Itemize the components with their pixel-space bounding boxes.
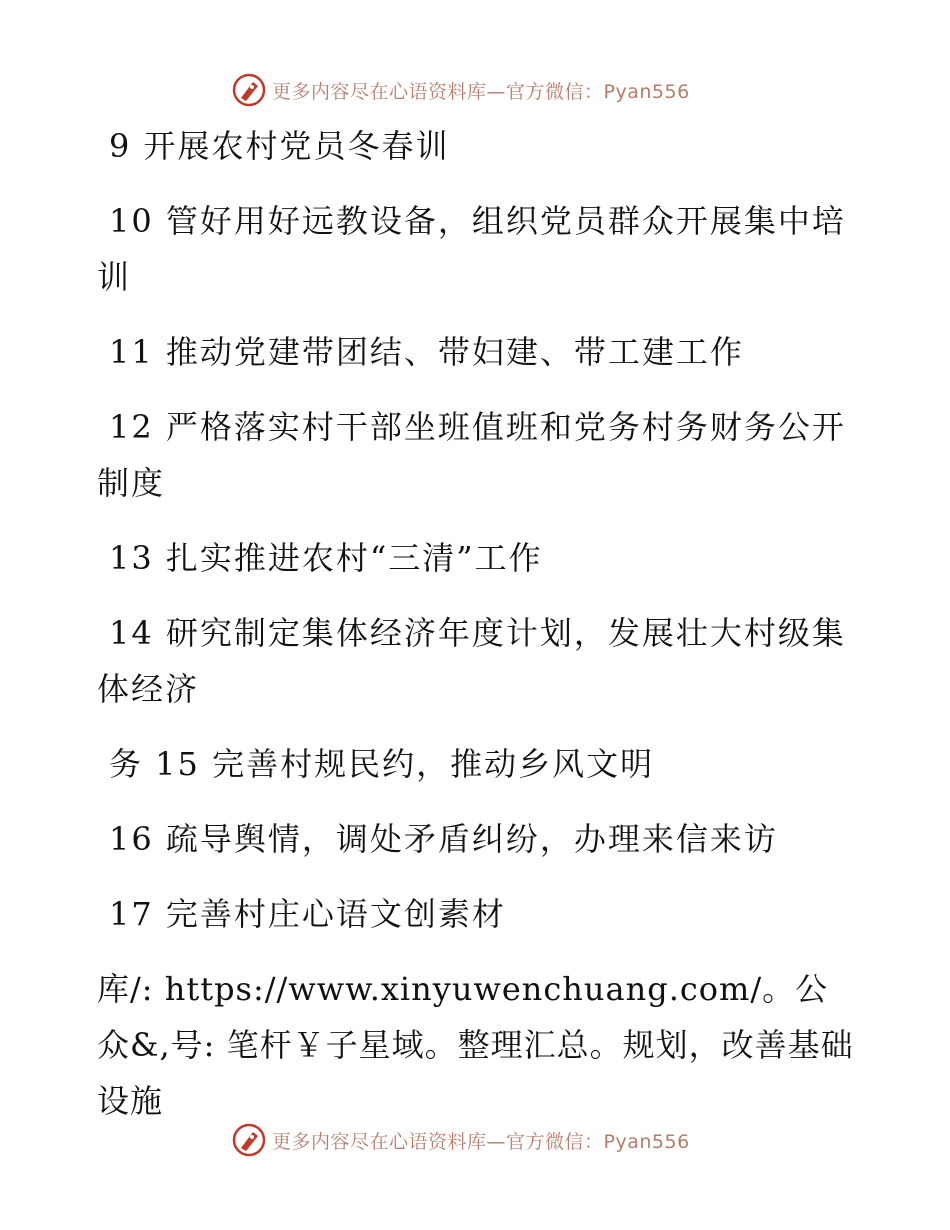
watermark-footer	[232, 1122, 690, 1158]
list-item: 10 管好用好远教设备，组织党员群众开展集中培训	[97, 202, 846, 296]
list-item: 16 疏导舆情，调处矛盾纠纷，办理来信来访	[109, 820, 778, 858]
list-item: 9 开展农村党员冬春训	[109, 127, 450, 165]
list-item: 12 严格落实村干部坐班值班和党务村务财务公开制度	[97, 408, 846, 502]
document-body	[97, 118, 857, 1129]
watermark-header	[232, 72, 690, 108]
list-item: 库/: https://www.xinyuwenchuang.com/。公众&,号: 笔杆￥子星域。整理汇总。规划，改善基础设施	[97, 970, 854, 1120]
watermark-text: 更多内容尽在心语资料库—官方微信：Pyan556	[272, 80, 690, 103]
list-item: 11 推动党建带团结、带妇建、带工建工作	[109, 333, 744, 371]
list-item: 13 扎实推进农村“三清”工作	[109, 539, 543, 577]
list-item: 14 研究制定集体经济年度计划，发展壮大村级集体经济	[97, 614, 846, 708]
pen-nib-icon	[232, 1123, 266, 1157]
pen-nib-icon	[232, 73, 266, 107]
watermark-text: 更多内容尽在心语资料库—官方微信：Pyan556	[272, 1130, 690, 1153]
list-item: 务 15 完善村规民约，推动乡风文明	[109, 745, 655, 783]
list-item: 17 完善村庄心语文创素材	[109, 895, 506, 933]
